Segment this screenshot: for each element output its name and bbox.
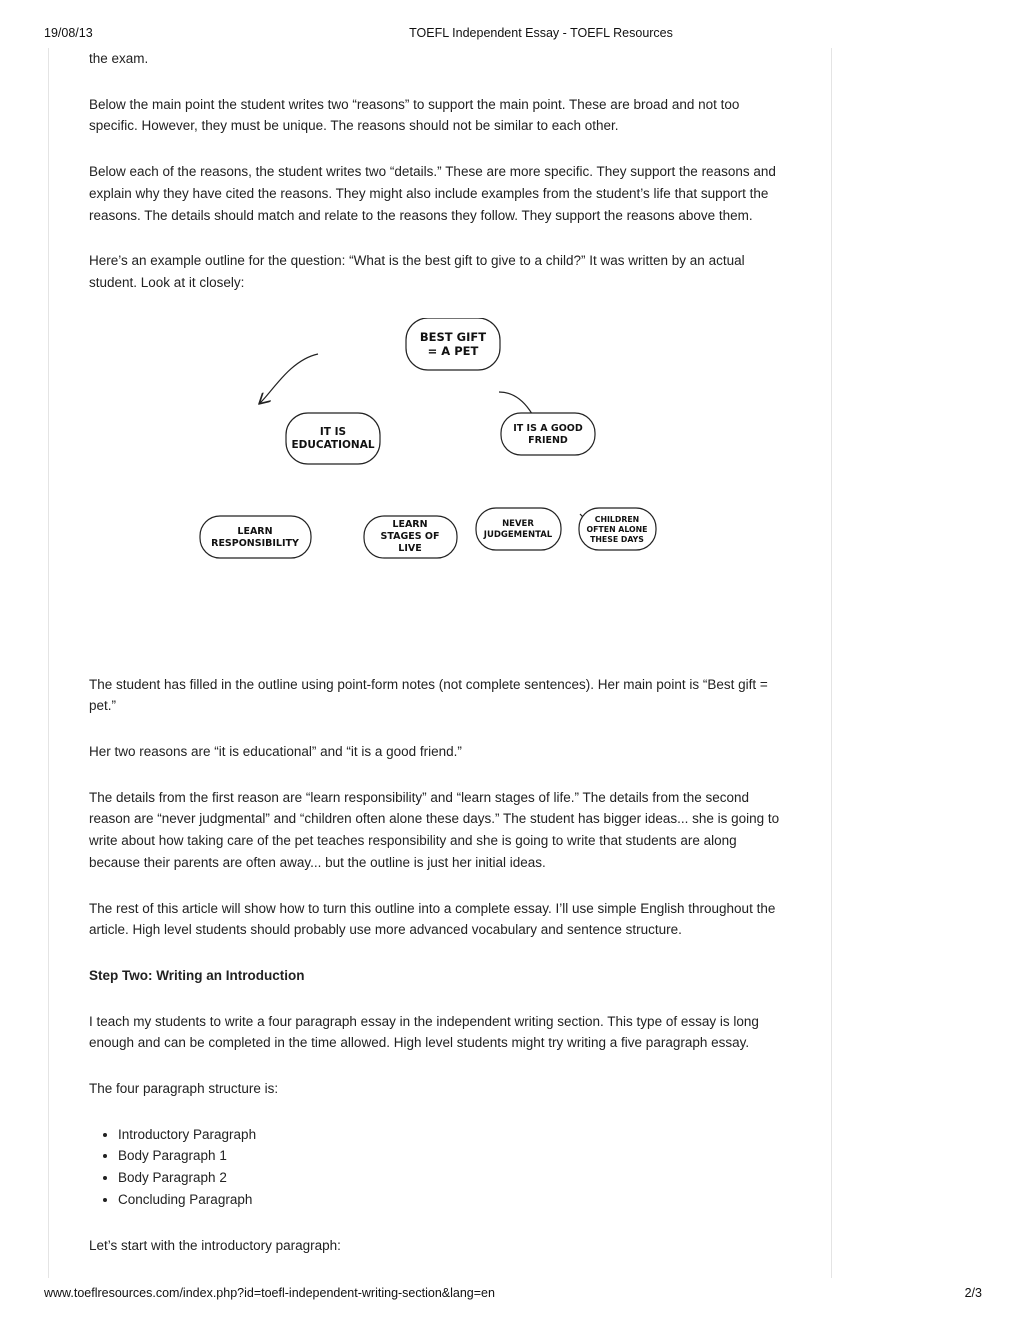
paragraph: The details from the first reason are “learn responsibility” and “learn stages of life.” The details from the second reason are “never judgmental” and “children often alone these days.” The student has bigger ideas... she is going to write about how taking care of the pet teaches responsibility and she is going to write that students are along because their parents are often away... but the outline is just her initial ideas. [89,789,780,870]
node-detail3-line1: NEVER [502,518,534,529]
paragraph: Here’s an example outline for the question: “What is the best gift to give to a child?” It was written by an actual student. Look at it closely: [89,253,745,290]
node-detail1-line2: RESPONSIBILITY [211,537,299,549]
node-detail4-line3: THESE DAYS [590,534,644,544]
arrow-main-to-reason1 [260,354,318,403]
page-title: TOEFL Independent Essay - TOEFL Resources [409,26,673,40]
structure-list [89,1124,789,1211]
node-detail3-line2: JUDGEMENTAL [483,529,553,540]
paragraph: I teach my students to write a four paragraph essay in the independent writing section. This type of essay is long enough and can be completed in the time allowed. High level students might try writing a five paragraph essay. [89,1013,759,1051]
node-detail2-line3: LIVE [398,542,422,554]
node-main-line1: BEST GIFT [419,329,487,344]
list-item: • Introductory Paragraph [118,1124,789,1146]
node-main-line2: = A PET [427,343,479,358]
paragraph: Below each of the reasons, the student writes two “details.” These are more specific. They support the reasons and explain why they have cited the reasons. They might also include examples from the student’s life that support the reasons. The details should match and relate to the reasons they follow. They support the reasons above them. [89,164,776,223]
node-detail1-line1: LEARN [237,525,273,537]
page-number: 2/3 [964,1286,982,1300]
paragraph: The student has filled in the outline using point-form notes (not complete sentences). Her main point is “Best gift = pet.” [89,676,768,714]
page-url: www.toeflresources.com/index.php?id=toefl-independent-writing-section&lang=en [44,1286,495,1300]
article-body [89,48,789,1280]
node-detail1 [200,516,311,558]
print-date: 19/08/13 [44,26,93,40]
node-reason2-line2: FRIEND [528,434,568,446]
node-reason2 [501,413,595,455]
paragraph: The four paragraph structure is: [89,1081,279,1097]
node-detail4-line2: OFTEN ALONE [586,524,648,534]
list-item: • Body Paragraph 2 [118,1167,789,1189]
node-detail3 [476,508,561,550]
node-reason1-line1: IT IS [319,425,347,438]
paragraph: the exam. [89,51,149,66]
node-detail2-line2: STAGES OF [380,530,440,542]
list-item: • Body Paragraph 1 [118,1145,789,1167]
right-border [831,48,832,1278]
section-heading: Step Two: Writing an Introduction [89,967,305,983]
paragraph: Her two reasons are “it is educational” and “it is a good friend.” [89,744,462,760]
paragraph: The rest of this article will show how to turn this outline into a complete essay. I’ll use simple English throughout the article. High level students should probably use more advanced vocabulary and sentence structure. [89,900,776,938]
paragraph: Below the main point the student writes two “reasons” to support the main point. These are broad and not too specific. However, they must be unique. The reasons should not be similar to each other. [89,96,740,134]
node-reason1-line2: EDUCATIONAL [291,438,375,451]
node-detail2-line1: LEARN [392,518,428,530]
node-detail4-line1: CHILDREN [594,514,640,524]
list-item: • Concluding Paragraph [118,1189,789,1211]
left-border [48,48,49,1278]
node-reason2-line1: IT IS A GOOD [513,422,583,434]
outline-diagram [89,318,789,638]
paragraph: Let’s start with the introductory paragraph: [89,1237,341,1253]
